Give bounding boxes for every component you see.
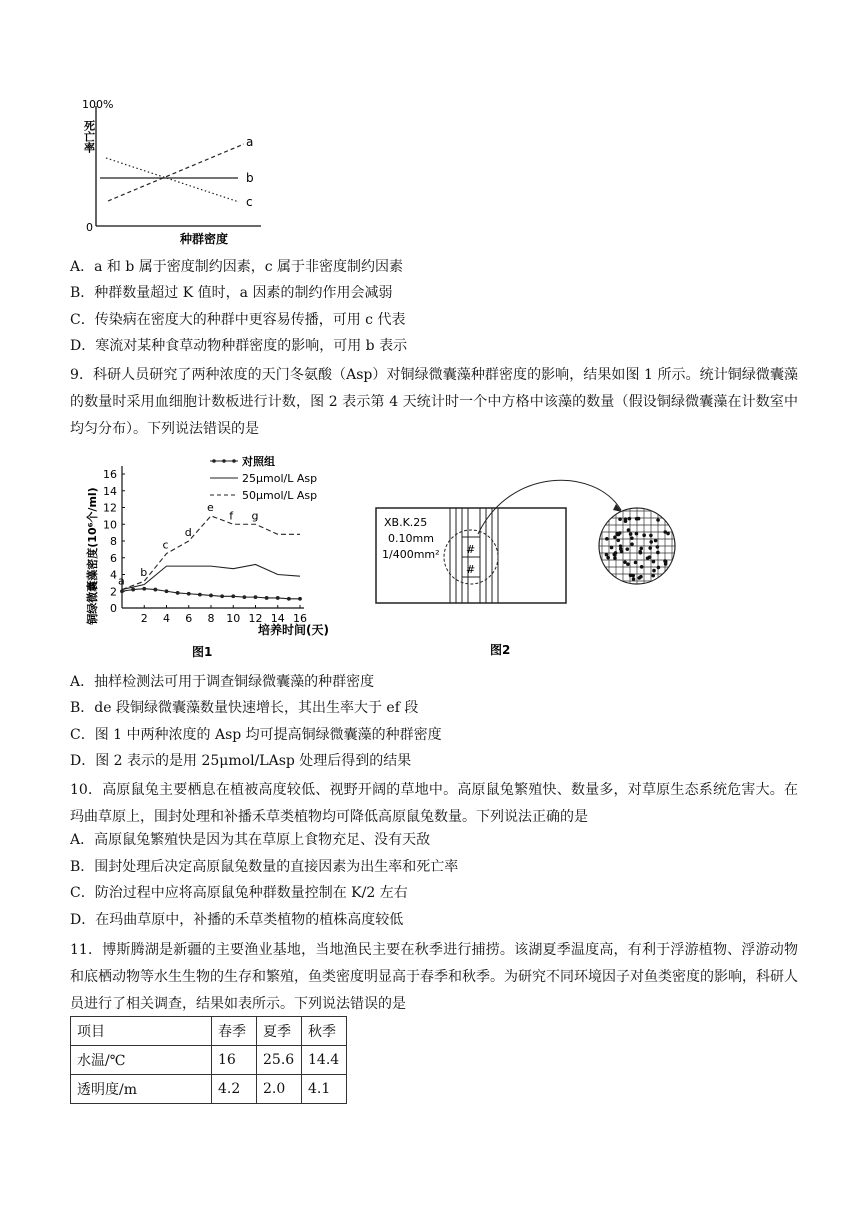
algae-cell xyxy=(630,536,634,540)
chart-x-axis-label: 培养时间(天) xyxy=(258,623,329,637)
chart-title: 图1 xyxy=(192,645,213,659)
fish-density-table xyxy=(70,1016,347,1104)
q10-option-d: D．在玛曲草原中，补播的禾草类植物的植株高度较低 xyxy=(70,912,404,928)
q11-stem: 11．博斯腾湖是新疆的主要渔业基地，当地渔民主要在秋季进行捕捞。该湖夏季温度高，有利于浮游植物、浮游动物和底栖动物等水生生物的生存和繁殖，鱼类密度明显高于春季和秋季。为研究不同环境因子对鱼类密度的影响，科研人员进行了相关调查，结果如表所示。下列说法错误的是 xyxy=(70,942,798,1012)
table-header-cell: 项目 xyxy=(71,1017,212,1046)
algae-cell xyxy=(651,574,655,578)
algae-cell xyxy=(635,532,639,536)
algae-cell xyxy=(656,551,660,555)
algae-cell xyxy=(639,547,643,551)
y-tick-label: 10 xyxy=(103,518,117,532)
algae-density-chart xyxy=(80,446,345,666)
y-tick-label: 8 xyxy=(110,535,117,548)
board-label-3: 1/400mm² xyxy=(382,548,440,561)
q10-option-a: A．高原鼠兔繁殖快是因为其在草原上食物充足、没有天敌 xyxy=(70,832,431,848)
line-c-label: c xyxy=(246,195,253,209)
algae-cell xyxy=(625,547,629,551)
control-point xyxy=(298,597,302,601)
table-row xyxy=(71,1046,347,1075)
table-cell: 水温/℃ xyxy=(71,1046,212,1075)
table-cell: 4.2 xyxy=(212,1075,257,1104)
x-tick-label: 10 xyxy=(226,612,241,625)
q8-option-b: B．种群数量超过 K 值时，a 因素的制约作用会减弱 xyxy=(70,285,393,301)
algae-cell xyxy=(642,533,646,537)
q10-option-b: B．围封处理后决定高原鼠兔数量的直接因素为出生率和死亡率 xyxy=(70,859,459,875)
table-cell: 25.6 xyxy=(257,1046,302,1075)
point-label-b: b xyxy=(140,566,148,580)
legend-control: 对照组 xyxy=(242,455,275,468)
control-point xyxy=(265,596,269,600)
table-header-cell: 秋季 xyxy=(302,1017,347,1046)
control-point xyxy=(287,597,291,601)
algae-cell xyxy=(652,569,656,573)
algae-cell xyxy=(623,560,627,564)
control-point xyxy=(142,587,146,591)
magnify-arrow xyxy=(478,480,621,534)
q10-stem: 10．高原鼠兔主要栖息在植被高度较低、视野开阔的草地中。高原鼠兔繁殖快、数量多，对草原生态系统危害大。在玛曲草原上，围封处理和补播禾草类植物均可降低高原鼠兔数量。下列说法正确的是 xyxy=(70,782,798,825)
table-header-row xyxy=(71,1017,347,1046)
point-label-g: g xyxy=(251,509,259,523)
line-b-label: b xyxy=(246,171,254,185)
hemocytometer-figure xyxy=(370,462,690,662)
q9-stem: 9．科研人员研究了两种浓度的天门冬氨酸（Asp）对铜绿微囊藻种群密度的影响，结果如图 1 所示。统计铜绿微囊藻的数量时采用血细胞计数板进行计数，图 2 表示第 4 天统计时一个中方格中该藻的数量（假设铜绿微囊藻在计数室中均匀分布）。下列说法错误的是 xyxy=(70,367,798,437)
q9-option-d: D．图 2 表示的是用 25μmol/LAsp 处理后得到的结果 xyxy=(70,753,412,769)
table-cell: 2.0 xyxy=(257,1075,302,1104)
algae-cell xyxy=(630,542,634,546)
magnified-square xyxy=(599,508,675,584)
control-point xyxy=(276,596,280,600)
chart-y-axis-label: 铜绿微囊藻密度(10⁶个/ml) xyxy=(86,487,99,625)
line-a xyxy=(108,144,244,201)
control-point xyxy=(254,595,258,599)
q9-option-c: C．图 1 中两种浓度的 Asp 均可提高铜绿微囊藻的种群密度 xyxy=(70,727,442,743)
algae-cell xyxy=(654,539,658,543)
algae-cell xyxy=(629,532,633,536)
algae-cell xyxy=(648,546,652,550)
algae-cell xyxy=(638,550,642,554)
control-point xyxy=(120,589,124,593)
q9-option-b: B．de 段铜绿微囊藻数量快速增长，其出生率大于 ef 段 xyxy=(70,700,419,716)
algae-cell xyxy=(610,546,614,550)
x-tick-label: 6 xyxy=(185,612,193,625)
algae-cell xyxy=(618,517,622,521)
algae-cell xyxy=(663,530,667,534)
series-line-2 xyxy=(122,516,300,590)
algae-cell xyxy=(613,535,617,539)
algae-cell xyxy=(606,556,610,560)
point-label-c: c xyxy=(162,538,169,552)
x-tick-label: 16 xyxy=(293,612,307,625)
table-cell: 4.1 xyxy=(302,1075,347,1104)
x-tick-label: 14 xyxy=(270,612,285,625)
line-a-label: a xyxy=(246,135,254,149)
algae-cell xyxy=(649,540,653,544)
algae-cell xyxy=(639,575,643,579)
algae-cell xyxy=(632,577,636,581)
grid-mark-2: # xyxy=(466,563,476,576)
table-header-cell: 夏季 xyxy=(257,1017,302,1046)
legend-25asp: 25μmol/L Asp xyxy=(242,472,318,485)
control-point xyxy=(165,589,169,593)
q8-option-c: C．传染病在密度大的种群中更容易传播，可用 c 代表 xyxy=(70,312,406,328)
control-point xyxy=(176,591,180,595)
algae-cell xyxy=(615,532,619,536)
algae-cell xyxy=(605,537,609,541)
x-tick-label: 2 xyxy=(140,612,148,625)
algae-cell xyxy=(627,528,631,532)
control-point xyxy=(209,594,213,598)
y-tick-label: 16 xyxy=(103,468,117,481)
algae-cell xyxy=(617,539,621,543)
algae-cell xyxy=(634,561,638,565)
legend-50asp: 50μmol/L Asp xyxy=(242,489,318,502)
x-tick-label: 8 xyxy=(207,612,215,625)
y-tick-label: 2 xyxy=(110,585,117,599)
algae-cell xyxy=(605,553,609,557)
algae-cell xyxy=(656,545,660,549)
x-tick-label: 4 xyxy=(163,612,170,625)
board-label-1: XB.K.25 xyxy=(384,516,428,529)
control-point xyxy=(198,593,202,597)
algae-cell xyxy=(664,562,668,566)
table-cell: 14.4 xyxy=(302,1046,347,1075)
table-cell: 16 xyxy=(212,1046,257,1075)
control-point xyxy=(187,592,191,596)
algae-cell xyxy=(626,562,630,566)
table-cell: 透明度/m xyxy=(71,1075,212,1104)
control-point xyxy=(231,594,235,598)
table-header-cell: 春季 xyxy=(212,1017,257,1046)
y-tick-label: 0 xyxy=(110,602,117,615)
x-axis-label: 种群密度 xyxy=(180,232,229,246)
algae-cell xyxy=(652,560,656,564)
algae-cell xyxy=(619,547,623,551)
line-c xyxy=(106,158,239,202)
y-axis-label: 死亡率 xyxy=(82,120,96,153)
series-line-1 xyxy=(122,564,300,589)
fig2-caption: 图2 xyxy=(490,643,511,657)
algae-cell xyxy=(640,565,644,569)
control-point xyxy=(220,594,224,598)
algae-cell xyxy=(631,574,635,578)
point-label-a: a xyxy=(118,574,125,588)
algae-cell xyxy=(614,551,618,555)
control-point xyxy=(153,588,157,592)
algae-cell xyxy=(657,566,661,570)
control-point xyxy=(242,595,246,599)
algae-cell xyxy=(635,517,639,521)
board-label-2: 0.10mm xyxy=(388,532,434,545)
x-tick-label: 12 xyxy=(248,612,263,625)
point-label-d: d xyxy=(184,526,192,539)
algae-cell xyxy=(613,556,617,560)
y-top-label: 100% xyxy=(82,98,114,111)
y-tick-label: 14 xyxy=(103,484,117,498)
control-point xyxy=(131,588,135,592)
density-mortality-figure xyxy=(76,94,286,254)
algae-cell xyxy=(646,556,650,560)
q10-option-c: C．防治过程中应将高原鼠兔种群数量控制在 K/2 左右 xyxy=(70,885,408,901)
q8-option-d: D．寒流对某种食草动物种群密度的影响，可用 b 表示 xyxy=(70,338,408,354)
algae-cell xyxy=(628,517,632,521)
y-tick-label: 4 xyxy=(110,568,117,582)
algae-cell xyxy=(656,518,660,522)
q9-option-a: A．抽样检测法可用于调查铜绿微囊藻的种群密度 xyxy=(70,674,375,690)
point-label-f: f xyxy=(229,509,234,523)
q8-option-a: A．a 和 b 属于密度制约因素，c 属于非密度制约因素 xyxy=(70,259,404,275)
algae-cell xyxy=(649,534,653,538)
chart-legend xyxy=(210,454,317,502)
grid-mark-1: # xyxy=(466,543,476,556)
algae-cell xyxy=(624,517,628,521)
table-row xyxy=(71,1075,347,1104)
point-label-e: e xyxy=(207,500,214,514)
y-tick-label: 6 xyxy=(110,551,117,565)
origin-label: 0 xyxy=(86,221,93,234)
y-tick-label: 12 xyxy=(103,501,117,515)
